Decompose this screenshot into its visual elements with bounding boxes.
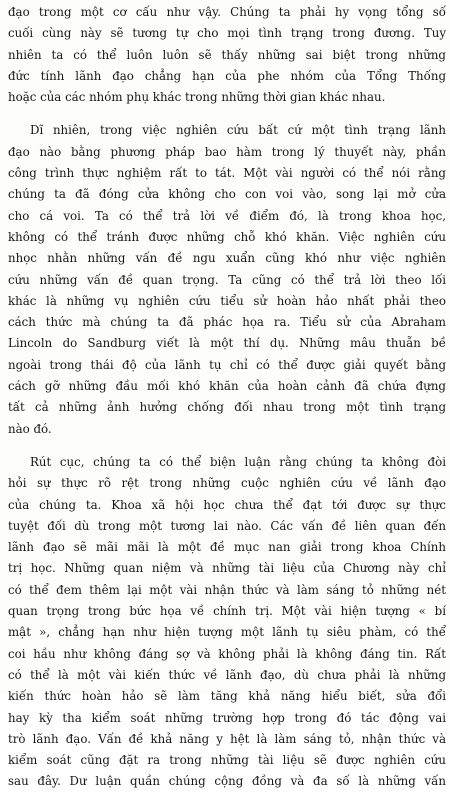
text-line: nhiên ta có thể luôn luôn sẽ thấy những sai biệt trong những — [8, 47, 446, 62]
text-line: nhọc nhằn những vấn đề ngu xuẩn cũng khó như việc nghiên — [8, 251, 446, 266]
text-line: tuyệt đối dù trong một tương lai nào. Các vấn đề liên quan đến — [8, 518, 446, 533]
text-line: có thể là một vài kiến thức về lãnh đạo, dù chưa phải là những — [8, 667, 446, 682]
text-line: của chúng ta. Khoa xã hội học chưa thể đạt tới được sự thực — [8, 497, 446, 512]
text-line: đạo trong một cơ cấu như vậy. Chúng ta phải hy vọng tổng số — [8, 5, 446, 19]
text-line: khác là những vụ nghiên cứu tiểu sử hoàn hảo nhất phải theo — [8, 293, 446, 308]
paragraph-1 — [8, 2, 446, 108]
text-line: hoặc của các nhóm phụ khác trong những thời gian khác nhau. — [8, 90, 386, 105]
text-line: ngoài trong thái độ của lãnh tụ chỉ có thể được giải quyết bằng — [8, 357, 446, 372]
text-line: hỏi sự thực rõ rệt trong những cuộc nghiên cứu về lãnh đạo — [8, 476, 446, 491]
text-line: đạo nào bằng phương pháp bao hàm trong lý thuyết này, phần — [8, 144, 446, 159]
text-line: cuối cùng này sẽ tương tự cho mọi tình trạng trong đương. Tuy — [8, 26, 446, 41]
text-line: không có thể tránh được những chỗ khó khăn. Việc nghiên cứu — [8, 229, 446, 244]
text-line: cứu những vấn đề quan trọng. Ta cũng có thể trả lời theo lối — [8, 272, 446, 287]
text-line: trò lãnh đạo. Vấn đề khả năng y hệt là làm sáng tỏ, nhận thức và — [8, 731, 446, 746]
text-line: kiến thức hoàn hảo sẽ làm tăng khả năng hiểu biết, sửa đổi — [8, 689, 446, 704]
text-line: kiểm soát cũng đặt ra trong những tài liệu sẽ được nghiên cứu — [8, 753, 446, 768]
text-line: cách thức mà chúng ta đã phác họa ra. Tiểu sử của Abraham — [8, 315, 446, 330]
text-line: công trình thực nghiệm rất to tát. Một vài người có thể nói rằng — [8, 166, 446, 181]
text-line: Dĩ nhiên, trong việc nghiên cứu bất cứ một tình trạng lãnh — [30, 123, 446, 138]
paragraph-2 — [8, 120, 446, 439]
text-line: tất cả những ảnh hưởng chống đối nhau trong một tình trạng — [8, 400, 446, 415]
text-line: Lincoln do Sandburg viết là một thí dụ. Những mâu thuẫn bề — [8, 336, 446, 351]
text-line: có thể đem thêm lại một vài nhận thức và làm sáng tỏ những nét — [8, 582, 446, 597]
text-line: quan trọng trong bức họa về chính trị. Một vài hiện tượng « bí — [8, 604, 446, 619]
text-line: cho cá voi. Ta có thể trả lời về điểm đó, là trong khoa học, — [8, 208, 446, 223]
text-line: sau đây. Dư luận quần chúng cộng đồng và đa số là những vấn — [8, 774, 446, 789]
text-line: lãnh đạo sẽ mãi mãi là một đề mục nan giải trong khoa Chính — [8, 540, 446, 555]
text-line: hay kỳ tha kiểm soát những trường hợp trong đó tác động vai — [8, 710, 446, 725]
text-line: Rút cục, chúng ta có thể biện luận rằng chúng ta không đòi — [30, 454, 446, 469]
text-line: mật », chẳng hạn như hiện tượng một lãnh tụ siêu phàm, có thể — [8, 625, 446, 640]
page-text — [8, 2, 446, 805]
text-line: đức tính lãnh đạo chẳng hạn của phe nhóm của Tổng Thống — [8, 68, 446, 83]
text-line: coi hầu như không đáng sợ và không phải là không đáng tin. Rất — [8, 646, 446, 661]
text-line: nào đó. — [8, 421, 52, 436]
text-line: trị học. Những quan niệm và những tài liệu của Chương này chỉ — [8, 561, 446, 576]
text-line: chúng ta đã đóng cửa không cho con voi vào, song lại mở cửa — [8, 187, 446, 202]
paragraph-3 — [8, 452, 446, 793]
text-line: cách gỡ những đầu mối khó khăn của hoàn cảnh đã chứa đựng — [8, 379, 446, 394]
